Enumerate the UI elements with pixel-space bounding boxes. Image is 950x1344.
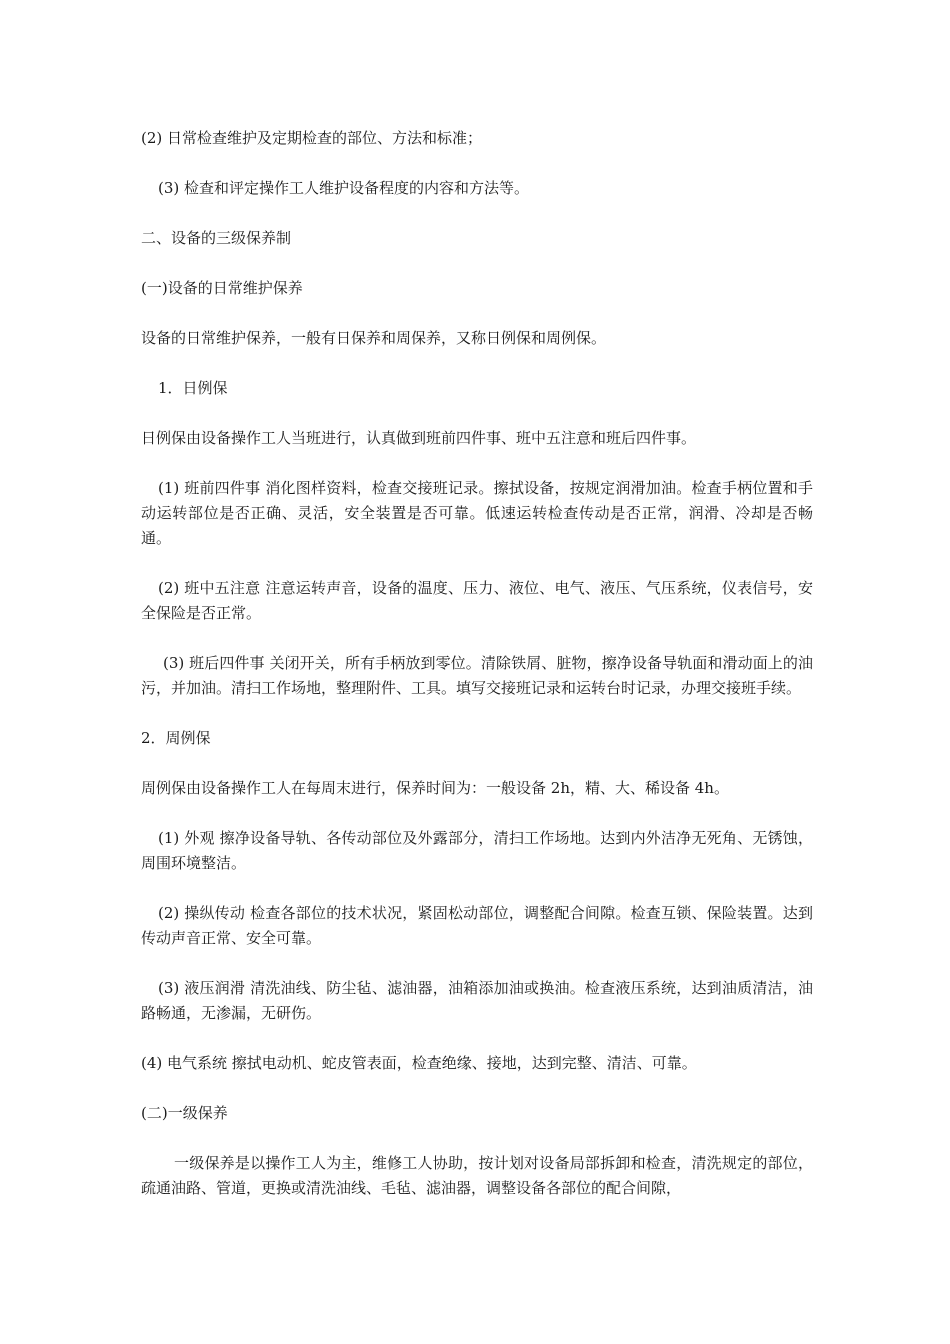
paragraph-weekly-appearance: (1) 外观 擦净设备导轨、各传动部位及外露部分，清扫工作场地。达到内外洁净无死角、无锈蚀，周围环境整洁。	[141, 829, 813, 872]
paragraph-evaluation-methods: (3) 检查和评定操作工人维护设备程度的内容和方法等。	[158, 179, 530, 197]
document-body	[141, 126, 813, 1226]
paragraph-first-level-maintenance: 一级保养是以操作工人为主，维修工人协助，按计划对设备局部拆卸和检查，清洗规定的部位，疏通油路、管道，更换或清洗油线、毛毡、滤油器，调整设备各部位的配合间隙，	[141, 1154, 813, 1197]
paragraph-daily-maintenance-intro: 设备的日常维护保养，一般有日保养和周保养，又称日例保和周例保。	[141, 329, 607, 347]
heading-daily-routine: 1．日例保	[158, 379, 228, 397]
heading-daily-maintenance: (一)设备的日常维护保养	[141, 279, 303, 297]
heading-weekly-routine: 2．周例保	[141, 729, 211, 747]
paragraph-weekly-operation-transmission: (2) 操纵传动 检查各部位的技术状况，紧固松动部位，调整配合间隙。检查互锁、保险装置。达到传动声音正常、安全可靠。	[141, 904, 813, 947]
paragraph-weekly-electrical: (4) 电气系统 擦拭电动机、蛇皮管表面，检查绝缘、接地，达到完整、清洁、可靠。	[141, 1054, 697, 1072]
paragraph-pre-shift-tasks: (1) 班前四件事 消化图样资料，检查交接班记录。擦拭设备，按规定润滑加油。检查手柄位置和手动运转部位是否正确、灵活，安全装置是否可靠。低速运转检查传动是否正常，润滑、冷却是否畅通。	[141, 479, 813, 547]
paragraph-post-shift-tasks: (3) 班后四件事 关闭开关，所有手柄放到零位。清除铁屑、脏物，擦净设备导轨面和滑动面上的油污，并加油。清扫工作场地，整理附件、工具。填写交接班记录和运转台时记录，办理交接班手续。	[141, 654, 813, 697]
paragraph-weekly-routine-intro: 周例保由设备操作工人在每周末进行，保养时间为：一般设备 2h，精、大、稀设备 4h。	[141, 779, 729, 797]
paragraph-daily-routine-intro: 日例保由设备操作工人当班进行，认真做到班前四件事、班中五注意和班后四件事。	[141, 429, 697, 447]
paragraph-weekly-hydraulic-lubrication: (3) 液压润滑 清洗油线、防尘毡、滤油器，油箱添加油或换油。检查液压系统，达到油质清洁，油路畅通，无渗漏，无研伤。	[141, 979, 813, 1022]
heading-three-level-maintenance: 二、设备的三级保养制	[141, 229, 292, 247]
paragraph-mid-shift-cautions: (2) 班中五注意 注意运转声音，设备的温度、压力、液位、电气、液压、气压系统，仪表信号，安全保险是否正常。	[141, 579, 813, 622]
paragraph-daily-inspection-standards: (2) 日常检查维护及定期检查的部位、方法和标准；	[141, 129, 483, 147]
heading-first-level-maintenance: (二)一级保养	[141, 1104, 228, 1122]
